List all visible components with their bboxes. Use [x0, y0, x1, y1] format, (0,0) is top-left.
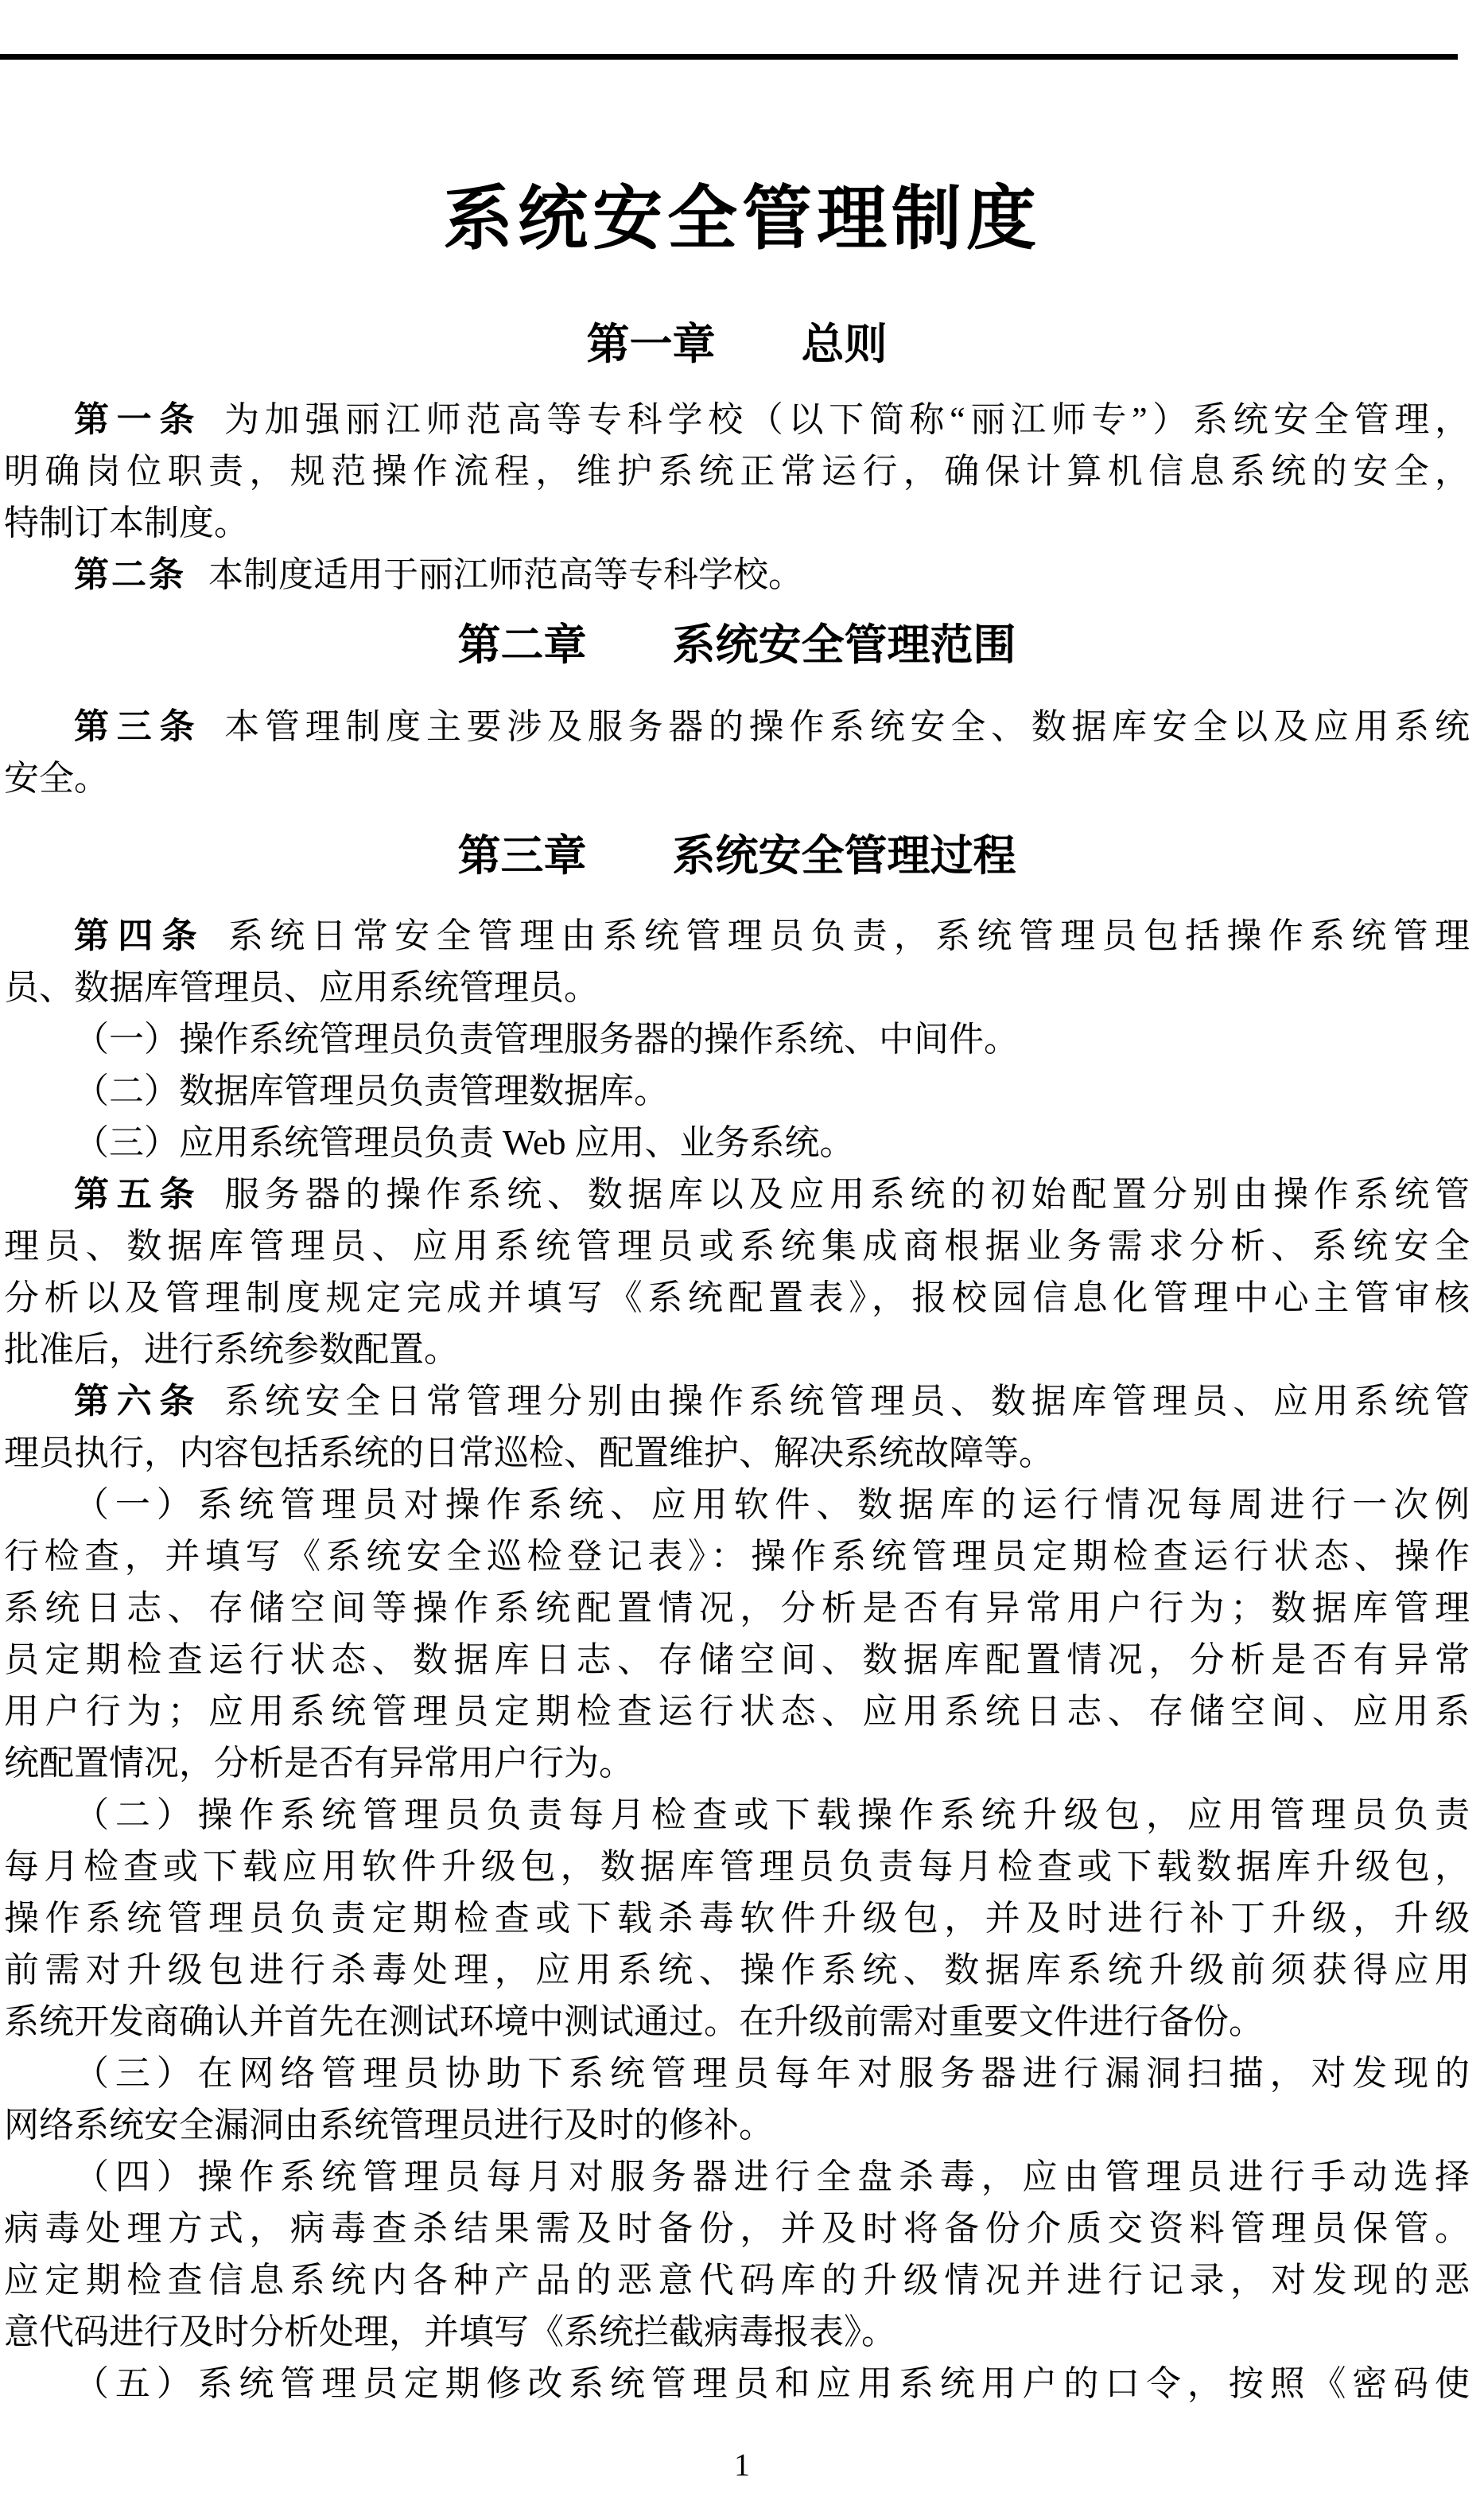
body-line: [4, 1996, 1470, 2048]
line-text: （五）系统管理员定期修改系统管理员和应用系统用户的口令，按照《密码使: [74, 2364, 1470, 2403]
body-line: [4, 1065, 1470, 1117]
line-text: 员、数据库管理员、应用系统管理员。: [4, 968, 599, 1007]
body-line: [4, 1272, 1470, 1324]
line-text: （二）操作系统管理员负责每月检查或下载操作系统升级包，应用管理员负责: [74, 1795, 1470, 1834]
body-line: [4, 2306, 1470, 2358]
body-line: [4, 1582, 1470, 1634]
document-title: 系统安全管理制度: [442, 179, 1041, 258]
line-text: 分析以及管理制度规定完成并填写《系统配置表》，报校园信息化管理中心主管审核: [4, 1278, 1470, 1317]
line-text: 应定期检查信息系统内各种产品的恶意代码库的升级情况并进行记录，对发现的恶: [4, 2261, 1470, 2300]
body-line: [4, 1634, 1470, 1686]
body-line: [4, 962, 1470, 1013]
body-line: [4, 549, 1470, 601]
body-line: [4, 1892, 1470, 1944]
body-line: [4, 1841, 1470, 1892]
body-line: [4, 701, 1470, 753]
page-number: 1: [734, 2447, 750, 2483]
article-label: 第二条: [74, 555, 186, 594]
line-text: 本制度适用于丽江师范高等专科学校。: [208, 555, 803, 594]
line-text: （二）数据库管理员负责管理数据库。: [74, 1071, 669, 1110]
line-text: 批准后，进行系统参数配置。: [4, 1330, 459, 1369]
chapter-heading: 第三章 系统安全管理过程: [457, 832, 1016, 880]
body-line: [4, 2358, 1470, 2409]
body-line: [4, 910, 1470, 962]
line-text: 前需对升级包进行杀毒处理，应用系统、操作系统、数据库系统升级前须获得应用: [4, 1950, 1470, 1989]
line-text: （四）操作系统管理员每月对服务器进行全盘杀毒，应由管理员进行手动选择: [74, 2157, 1470, 2196]
line-text: 病毒处理方式，病毒查杀结果需及时备份，并及时将备份介质交资料管理员保管。: [4, 2209, 1470, 2248]
line-text: （三）应用系统管理员负责 Web 应用、业务系统。: [74, 1123, 855, 1162]
article-label: 第一条: [74, 400, 203, 439]
line-text: 用户行为；应用系统管理员定期检查运行状态、应用系统日志、存储空间、应用系: [4, 1692, 1470, 1731]
line-text: 系统日常安全管理由系统管理员负责，系统管理员包括操作系统管理: [227, 916, 1470, 955]
body-line: [4, 1789, 1470, 1841]
line-text: 理员、数据库管理员、应用系统管理员或系统集成商根据业务需求分析、系统安全: [4, 1227, 1470, 1266]
line-text: 明确岗位职责，规范操作流程，维护系统正常运行，确保计算机信息系统的安全，: [4, 452, 1470, 491]
body-line: [4, 1737, 1470, 1789]
body-line: [4, 1169, 1470, 1220]
line-text: 系统安全日常管理分别由操作系统管理员、数据库管理员、应用系统管: [224, 1382, 1470, 1421]
body-line: [4, 2048, 1470, 2099]
line-text: 每月检查或下载应用软件升级包，数据库管理员负责每月检查或下载数据库升级包，: [4, 1847, 1470, 1886]
body-line: [4, 1013, 1470, 1065]
header-rule: [0, 54, 1458, 60]
line-text: 系统日志、存储空间等操作系统配置情况，分析是否有异常用户行为；数据库管理: [4, 1589, 1470, 1628]
body-line: [4, 1220, 1470, 1272]
article-label: 第六条: [74, 1382, 203, 1421]
line-text: 理员执行，内容包括系统的日常巡检、配置维护、解决系统故障等。: [4, 1433, 1054, 1472]
body-line: [4, 1324, 1470, 1375]
body-line: [4, 1375, 1470, 1427]
chapter-heading: 第二章 系统安全管理范围: [457, 621, 1016, 669]
line-text: 服务器的操作系统、数据库以及应用系统的初始配置分别由操作系统管: [224, 1175, 1470, 1214]
body-line: [4, 2254, 1470, 2306]
body-line: [4, 2099, 1470, 2151]
line-text: 意代码进行及时分析处理，并填写《系统拦截病毒报表》。: [4, 2312, 896, 2351]
line-text: 系统开发商确认并首先在测试环境中测试通过。在升级前需对重要文件进行备份。: [4, 2002, 1264, 2041]
article-label: 第五条: [74, 1175, 203, 1214]
body-line: [4, 497, 1470, 549]
body-line: [4, 1427, 1470, 1479]
line-text: 特制订本制度。: [4, 504, 249, 543]
document-body: [0, 313, 1484, 2409]
line-text: 安全。: [4, 759, 109, 798]
body-line: [4, 1686, 1470, 1737]
body-line: [4, 1117, 1470, 1169]
line-text: 统配置情况，分析是否有异常用户行为。: [4, 1744, 634, 1783]
article-label: 第四条: [74, 916, 206, 955]
line-text: 为加强丽江师范高等专科学校（以下简称“丽江师专”）系统安全管理，: [224, 400, 1470, 439]
line-text: （一）操作系统管理员负责管理服务器的操作系统、中间件。: [74, 1020, 1019, 1059]
line-text: 网络系统安全漏洞由系统管理员进行及时的修补。: [4, 2106, 774, 2145]
body-line: [4, 2203, 1470, 2254]
body-line: [4, 1479, 1470, 1530]
line-text: 本管理制度主要涉及服务器的操作系统安全、数据库安全以及应用系统: [224, 707, 1470, 746]
body-line: [4, 1530, 1470, 1582]
line-text: 员定期检查运行状态、数据库日志、存储空间、数据库配置情况，分析是否有异常: [4, 1640, 1470, 1679]
body-line: [4, 2151, 1470, 2203]
chapter-heading: 第一章 总则: [586, 321, 888, 368]
body-line: [4, 1944, 1470, 1996]
line-text: 操作系统管理员负责定期检查或下载杀毒软件升级包，并及时进行补丁升级，升级: [4, 1899, 1470, 1938]
body-line: [4, 394, 1470, 445]
body-line: [4, 753, 1470, 804]
line-text: 行检查，并填写《系统安全巡检登记表》：操作系统管理员定期检查运行状态、操作: [4, 1537, 1470, 1576]
line-text: （一）系统管理员对操作系统、应用软件、数据库的运行情况每周进行一次例: [74, 1485, 1470, 1524]
line-text: （三）在网络管理员协助下系统管理员每年对服务器进行漏洞扫描，对发现的: [74, 2054, 1470, 2093]
body-line: [4, 445, 1470, 497]
article-label: 第三条: [74, 707, 203, 746]
